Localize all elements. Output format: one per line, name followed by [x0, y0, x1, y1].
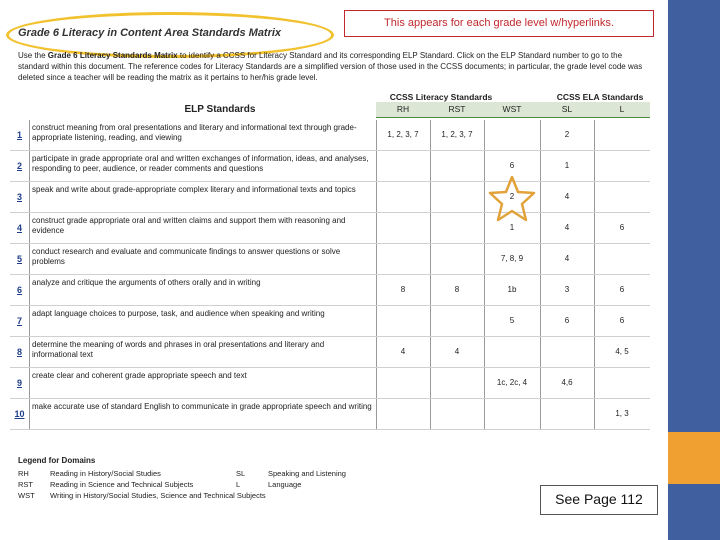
cell-wst: 1c, 2c, 4 [496, 378, 528, 387]
column-divider [594, 182, 595, 212]
legend-code: RST [18, 480, 33, 489]
legend-code2: SL [236, 469, 246, 478]
cell-l: 4, 5 [615, 347, 629, 356]
elp-standard-text: make accurate use of standard English to communicate in grade appropriate speech and writing [32, 402, 372, 411]
callout-box: This appears for each grade level w/hyperlinks. [344, 10, 654, 37]
legend-desc2: Speaking and Listening [268, 469, 346, 478]
table-row [10, 244, 650, 275]
elp-standards-header: ELP Standards [184, 104, 256, 115]
legend-desc: Reading in History/Social Studies [50, 469, 161, 478]
cell-rst: 4 [454, 347, 460, 356]
col-header-rst: RST [448, 104, 466, 114]
column-divider [430, 182, 431, 212]
cell-wst: 1 [509, 223, 515, 232]
cell-rst: 1, 2, 3, 7 [441, 130, 473, 139]
cell-wst: 6 [509, 161, 515, 170]
elp-standard-text: determine the meaning of words and phrases in oral presentations and literary and informational text [32, 340, 325, 359]
elp-standard-text: conduct research and evaluate and communicate findings to answer questions or solve problems [32, 247, 341, 266]
column-divider [430, 151, 431, 181]
column-divider [594, 244, 595, 274]
column-divider [540, 337, 541, 367]
cell-sl: 4 [564, 192, 570, 201]
column-divider [430, 306, 431, 336]
legend-rows [18, 469, 418, 502]
column-header-strip [376, 102, 650, 118]
elp-standard-text: create clear and coherent grade appropriate speech and text [32, 371, 247, 380]
elp-standard-text: adapt language choices to purpose, task, and audience when speaking and writing [32, 309, 325, 318]
legend-desc: Reading in Science and Technical Subjects [50, 480, 194, 489]
matrix-rows [10, 120, 650, 430]
star-icon [488, 174, 536, 224]
cell-l: 6 [619, 285, 625, 294]
cell-l: 6 [619, 223, 625, 232]
cell-wst: 5 [509, 316, 515, 325]
elp-standard-text: construct meaning from oral presentations and literary and informational text through grade-appropriate listening, reading, and viewing [32, 123, 357, 142]
elp-standard-text: participate in grade appropriate oral and written exchanges of information, ideas, and analyses, responding to peer, audience, or reader comments and questions [32, 154, 369, 173]
table-row [10, 306, 650, 337]
right-accent-block [668, 432, 720, 484]
column-divider [376, 182, 377, 212]
cell-rh: 8 [400, 285, 406, 294]
col-header-wst: WST [502, 104, 522, 114]
col-header-l: L [619, 104, 625, 114]
table-row [10, 151, 650, 182]
column-divider [540, 399, 541, 429]
column-divider [484, 399, 485, 429]
column-divider [376, 368, 377, 398]
elp-standard-link[interactable]: 6 [10, 275, 30, 305]
cell-wst: 2 [509, 192, 515, 201]
table-row [10, 120, 650, 151]
elp-standard-link[interactable]: 10 [10, 399, 30, 429]
domain-legend [18, 456, 418, 502]
legend-title: Legend for Domains [18, 456, 96, 465]
column-divider [376, 151, 377, 181]
column-divider [594, 368, 595, 398]
intro-text-1: Use the [18, 51, 48, 60]
matrix-header-row [10, 102, 650, 120]
elp-standard-link[interactable]: 9 [10, 368, 30, 398]
see-page-label: See Page 112 [540, 485, 658, 515]
column-divider [594, 151, 595, 181]
cell-sl: 3 [564, 285, 570, 294]
document-title: Grade 6 Literacy in Content Area Standards Matrix [18, 27, 282, 39]
elp-standard-link[interactable]: 4 [10, 213, 30, 243]
legend-desc2: Language [268, 480, 302, 489]
elp-standard-link[interactable]: 3 [10, 182, 30, 212]
col-header-sl: SL [561, 104, 573, 114]
cell-rst: 8 [454, 285, 460, 294]
column-divider [430, 368, 431, 398]
cell-l: 6 [619, 316, 625, 325]
intro-text-2: to identify a CCSS for Literacy Standard and its corresponding ELP Standard. Click on the ELP Standard number to go to the standard within this document. The reference codes for Literacy Standards are a simplified version of those used in the CCSS documents; in particular, the grade level code was deleted since a teacher will be reading the matrix as it pertains to her/his grade level. [18, 51, 643, 82]
table-row [10, 368, 650, 399]
table-row [10, 399, 650, 430]
legend-row [18, 469, 418, 480]
legend-code: WST [18, 491, 35, 500]
column-divider [484, 120, 485, 150]
legend-code2: L [236, 480, 241, 489]
column-divider [594, 120, 595, 150]
column-divider [376, 306, 377, 336]
cell-sl: 4,6 [561, 378, 573, 387]
elp-standard-link[interactable]: 8 [10, 337, 30, 367]
legend-desc: Writing in History/Social Studies, Science and Technical Subjects [50, 491, 266, 500]
elp-standard-link[interactable]: 2 [10, 151, 30, 181]
ela-standards-group-header: CCSS ELA Standards [556, 92, 644, 102]
elp-standard-link[interactable]: 5 [10, 244, 30, 274]
elp-standard-link[interactable]: 7 [10, 306, 30, 336]
column-divider [376, 244, 377, 274]
elp-standard-link[interactable]: 1 [10, 120, 30, 150]
cell-l: 1, 3 [615, 409, 629, 418]
elp-standard-text: speak and write about grade-appropriate complex literary and informational texts and topics [32, 185, 356, 194]
intro-paragraph [18, 50, 648, 83]
legend-row [18, 480, 418, 491]
column-divider [430, 244, 431, 274]
elp-standard-text: analyze and critique the arguments of others orally and in writing [32, 278, 261, 287]
table-row [10, 337, 650, 368]
legend-code: RH [18, 469, 29, 478]
cell-sl: 1 [564, 161, 570, 170]
cell-wst: 1b [507, 285, 517, 294]
intro-bold: Grade 6 Literacy Standards Matrix [47, 51, 178, 60]
column-divider [484, 337, 485, 367]
column-divider [430, 399, 431, 429]
table-row [10, 275, 650, 306]
table-row [10, 213, 650, 244]
cell-sl: 2 [564, 130, 570, 139]
col-header-rh: RH [396, 104, 410, 114]
cell-sl: 4 [564, 223, 570, 232]
elp-standard-text: construct grade appropriate oral and written claims and support them with reasoning and evidence [32, 216, 346, 235]
cell-sl: 4 [564, 254, 570, 263]
cell-wst: 7, 8, 9 [500, 254, 524, 263]
column-divider [376, 213, 377, 243]
cell-rh: 1, 2, 3, 7 [387, 130, 419, 139]
cell-sl: 6 [564, 316, 570, 325]
table-row [10, 182, 650, 213]
cell-rh: 4 [400, 347, 406, 356]
column-divider [376, 399, 377, 429]
literacy-standards-group-header: CCSS Literacy Standards [389, 92, 493, 102]
legend-row [18, 491, 418, 502]
column-divider [430, 213, 431, 243]
